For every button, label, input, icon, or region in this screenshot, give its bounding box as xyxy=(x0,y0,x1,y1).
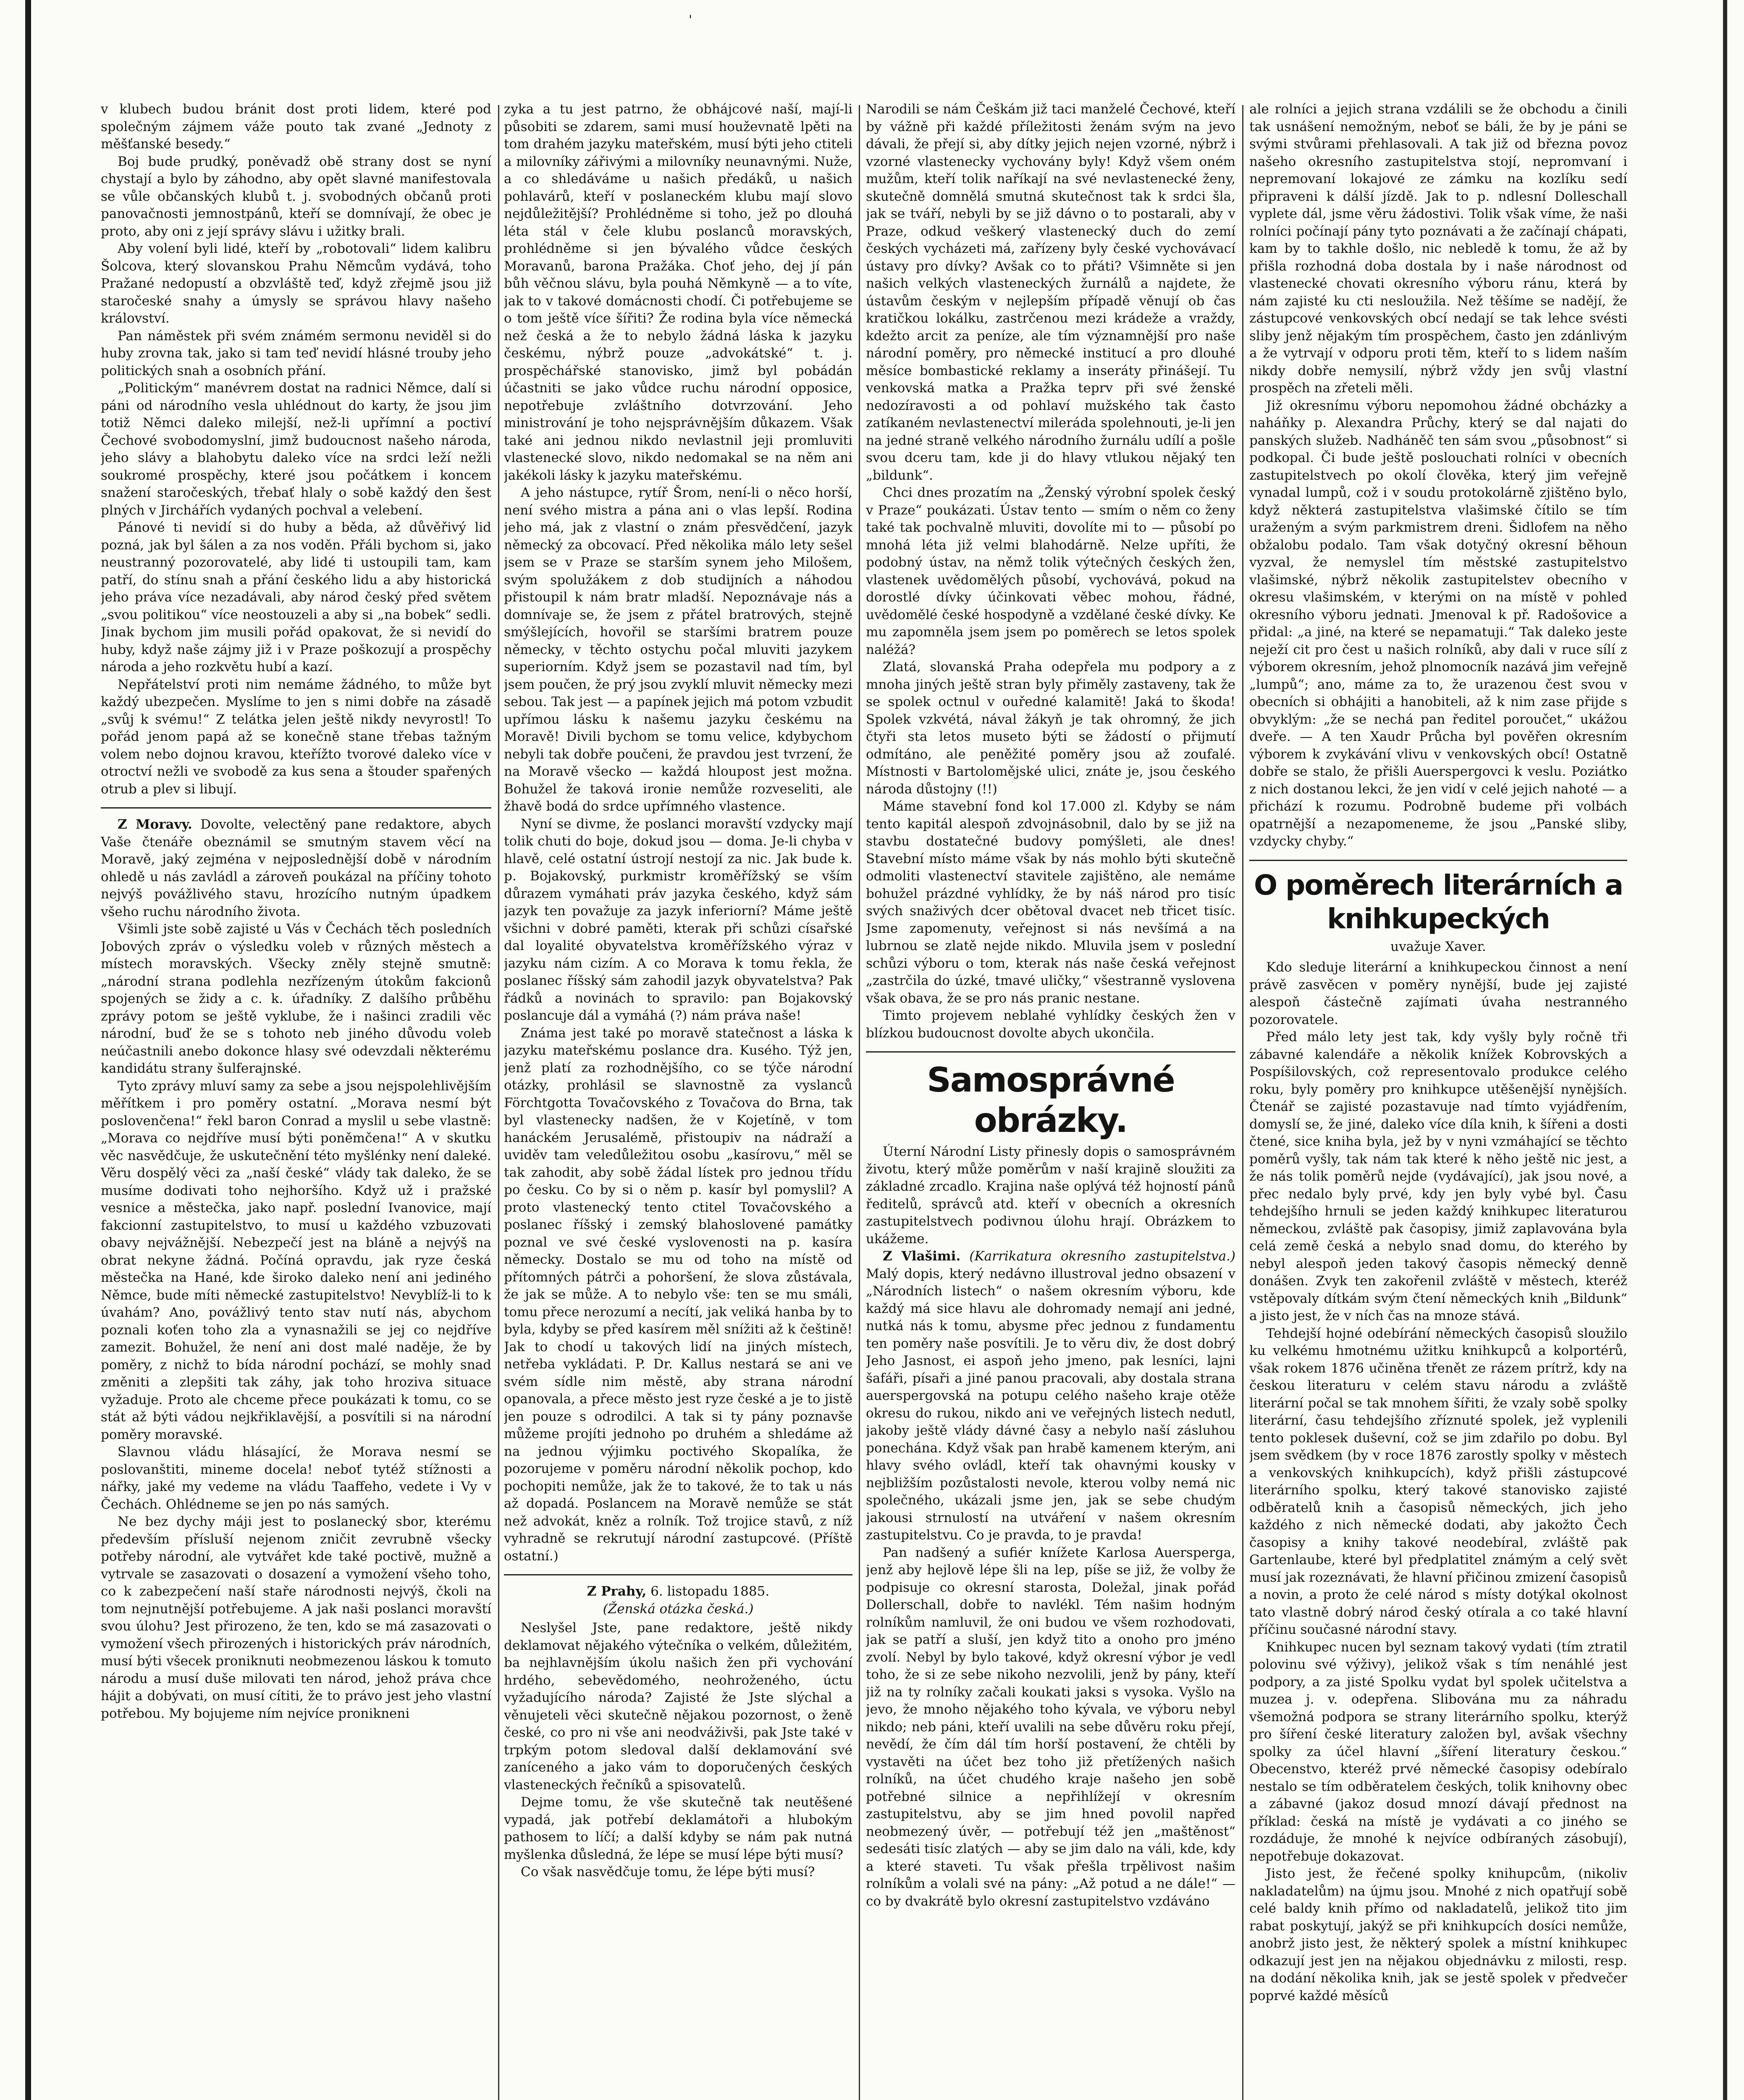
paragraph: „Politickým“ manévrem dostat na radnici Němce, dalí si páni od národního vesla uhlédnout do karty, že jsou jim totiž Němci daleko milejší, než-li upřímní a poctiví Čechové svobodomyslní, jimž budoucnost našeho národa, jeho slávy a blahobytu daleko více na srdci leží nežli soukromé prospěchy, které jsou počátkem i koncem snažení staročeských, třebať hlaly o sobě každý den šest plných v Jirchářích vydaných pochval a velebení. xyxy=(101,381,491,518)
paragraph: Známa jest také po moravě statečnost a láska k jazyku mateřskému poslance dra. Kusého. Týž jen, jenž platí za rozhodnějšího, co se týče národní otázky, prohlásil se slavnostně za vyslanců Förchtgotta Tovačovského z Tovačova do Brna, tak byl vlastenecky nadšen, že v Kojetíně, v tom hanáckém Jerusalémě, přistoupiv na nádraží a uviděv tam veledůležitou osobu „kasírovu,“ měl se tak zahodit, aby sobě žádal lístek pro jednou třídu po česku. Co by si o něm p. kasír byl pomyslil? A proto vlastenecký tento ctitel Tovačovského a poslanec říšský i zemský blahoslovené památky poznal ve své české vyslovenosti na p. kasíra německy. Dostalo se mu od toho na místě od přítomných pátrči a pohoršení, že slova zůstávala, že jak se může. A to nebylo vše: ten se mu smáli, tomu přece nerozumí a necítí, jak veliká hanba by to byla, kdyby se před kasírem měl snížiti až k češtině! Jak to chodí u takových lidí na jiných místech, netřeba vykládati. P. Dr. Kallus nestará se ani ve svém sídle nim městě, aby strana národní opanovala, a přece město jest ryze české a je to jistě jen pouze s odrodilci. A tak si ty pány poznavše můžeme projíti jednoho po druhém a shledáme až na jednou výjimku poctivého Skopalíka, že pozorujeme v poměru národní několik pochop, kdo pochopiti nemůže, jak že to takové, že to tak u nás až dopadá. Poslancem na Moravě nemůže se stát než advokát, kněz a rolník. Tož trojice stavů, z níž vyhradně se rekrutují národní zastupcové. (Příště ostatní.) xyxy=(504,1025,852,1564)
paragraph: Již okresnímu výboru nepomohou žádné obcházky a naháňky p. Alexandra Průchy, který se dal najati do panských služeb. Nadháněč ten sám svou „působnost“ si podkopal. Či bude ještě poslouchati rolníci v obecních zastupitelstvech po okolí člověka, který jim veřejně vynadal lumpů, což i v soudu protokolárně zjištěno bylo, když některá zastupitelstva vlašimské čítilo se tím uraženým a svým parkmistrem dreni. Šidlofem na něho obžalobu podalo. Tam však dotyčný okresní běhoun vyzval, že nemyslel tím městské zastupitelstvo vlašimské, nýbrž několik zastupitelstev obecního v okresu vlašimském, v kterými on na místě v pohled okresního výboru jednati. Jmenoval k př. Radošovice a přidal: „a jiné, na které se nepamatuji.“ Tak daleko jeste neježí cit pro čest u našich rolníků, aby dali v ruce sílí z výborem okresním, jehož plnomocník nazává jim veřejně „lumpů“; ano, máme za to, že urazenou čest svou v obecních si obhájiti a hanobiteli, až k nim zase přijde s obvyklým: „že se nechá pan ředitel poroučet,“ ukážou dveře. — A ten Xaudr Průcha byl pověřen okresním výborem k zvykávání vlivu v venkovských obcí! Ostatně dobře se stalo, že přišli Auerspergovci k veslu. Poziátko z nich dostanou lekci, že jen vidí v celé jejich nahoté — a přichází k rozumu. Podrobně budeme při volbách opatrnější a nezapomeneme, že jsou „Panské sliby, vzdycky chyby.“ xyxy=(1249,398,1627,849)
paragraph: Chci dnes prozatím na „Ženský výrobní spolek český v Praze“ poukázati. Ústav tento — smím o něm co ženy také tak pochvalně mluviti, dovolíte mi to — působí po mnohá léta již velmi blahodárně. Nelze upříti, že podobný ústav, na němž tolik výtečných českých žen, vlastenek uvědomělých působí, vychovává, pokud na dorostlé dívky účinkovati věbec mohou, řádné, uvědomělé české hospodyně a vzdělané české dívky. Ke mu zapomněla jsem jsem po poměrech se letos spolek naléžá? xyxy=(866,485,1235,657)
article-lead: Malý dopis, který nedávno illustroval jedno obsazení v „Národních listech“ o našem okresním výboru, kde každý má sice hlavu ale dohromady nemají ani jedné, nutká nás k tomu, abysme přec jednou z fundamentu ten poměry naše posvítili. Je to věru div, že dost dobrý Jeho Jasnost, ei aspoň jeho jmeno, pak lesníci, lajni šafáři, písaři a jiné panou pracovali, aby dostala strana auerspergovská na potupu celého našeho kraje otěže okresu do rukou, nikdo ani ve veřejných listech nedutl, jakoby ještě vlády dávné časy a nebylo naší zásluhou ponechána. Když však pan hrabě kamenem kterým, ani hlavy svého ovládl, kteří tak ohavnými kousky v nejbližším pozůstalosti nevole, kterou volby nemá nic společného, ukázali jsme jen, jak se sebe chudým jakousi strnulostí na utváření v našem okresním zastupitelstvu. Co je pravda, to je pravda! xyxy=(866,1266,1235,1543)
paragraph: Co však nasvědčuje tomu, že lépe býti musí? xyxy=(521,1864,815,1880)
paragraph: Pan náměstek při svém známém sermonu neviděl si do huby zrovna tak, jako si tam teď nevidí hlásné trouby jeho politických snah a osobních přání. xyxy=(101,328,491,378)
paragraph: Dejme tomu, že vše skutečně tak neutěšené vypadá, jak potřebí deklamátoři a hlubokým pathosem to líčí; a další kdyby se nám pak nutná myšlenka důsledná, že lépe se musí lépe býti musí? xyxy=(504,1795,852,1862)
article-subtitle: (Karrikatura okresního zastupitelstva.) xyxy=(969,1249,1235,1264)
paragraph: Před málo lety jest tak, kdy vyšly byly ročně tři zábavné kalendáře a několik knížek Kobrovských a Pospíšilovských, což representovalo produkce celého roku, byly poměry pro knihkupce utěšenější nynějších. Čtenář se zajisté pozastavuje nad tímto vyjádřením, domyslí se, že jiné, daleko více díla knih, k šířeni a dosti čtené, sice kniha byla, jež by v nyni vzmáhající se těchto poměrů vyšly, tak nám tak které k něho ještě nic jest, a že nás tolik poměrů nejde (vydávající), jak jsou nové, a přec nedalo byly prvé, kdy jen byly vybé byl. Času tehdejšího hrnuli se jeden každý knihkupec literaturou německou, zvláště pak časopisy, jimiž zaplavována byla celá země česká a nebylo snad domu, do kterého by nebyl alespoň jeden takový časopis německý denně donášen. Zvyk ten zakořenil zvláště v městech, kteréž vstěpovaly dítkám svým čtení německých knih „Bildunk“ a jisto jest, že v ních čas na mnoze stává. xyxy=(1249,1029,1627,1323)
paragraph: Jisto jest, že řečené spolky knihupcům, (nikoliv nakladatelům) na újmu jsou. Mnohé z nich opatřují sobě celé baldy knih přímo od nakladatelů, jelikož tito jim rabat poskytují, jakýž se při knihkupcích dosíci nemůže, anobrž jisto jest, že některý spolek a místní knihkupec odkazují jest jen na nějakou objednávku z milosti, resp. na dodání několika knih, jak se jestě spolek v předvečer poprvé každé měsíců xyxy=(1249,1866,1627,2003)
page-edge-left xyxy=(25,0,31,2100)
dateline xyxy=(504,1583,852,1601)
column-1 xyxy=(101,101,491,1722)
paragraph: Knihkupec nucen byl seznam takový vydati (tím ztratil polovinu své výživy), jelikož však s tím nenáhlé jest podpory, a za jisté Spolku vydat byl spolek učitelstva a muzea j. v. odepřena. Slibována mu za náhradu všemožná podpora se strany literárního spolku, kterýž pro šíření české literatury založen byl, avšak všechny spolky za účel hlavní „šíření literatury českou.“ Obecenstvo, kteréž prvé německé časopisy odebíralo nestalo se tím odběratelem českých, tolik knihovny obec a zábavné (jakoz dosud mnozí dávají přednost na příklad: česká na místě je vydávati a co jiného se rozdáduje, že mnohé k nejvíce odbíraných zásobují), nepotřebuje dokazovat. xyxy=(1249,1639,1627,1864)
article-subtitle: (Ženská otázka česká.) xyxy=(603,1601,754,1617)
paragraph: Timto projevem neblahé vyhlídky českých žen v blízkou budoucnost dovolte abych ukončila. xyxy=(866,1008,1235,1041)
section-divider xyxy=(504,1574,852,1575)
article-moravy xyxy=(101,816,491,921)
paragraph: Ne bez dychy máji jest to poslanecký sbor, kterému především přísluší nejenom zničit zevrubně všecky potřeby národní, ale vytvářet kde také poctivě, mužně a vytrvale se zasazovati o dosazení a vymožení všeho toho, co k zabezpečení naší staře národnosti nejvýš, čkoli na tom nejnutnější potřebujeme. A jak naši poslanci moravští svou úlohu? Jest přirozeno, že ten, kdo se má zasazovati o vymožení všech přirozených i historických práv národních, musí býti všecek proniknuti neobmezenou láskou k tomuto národu a musí duše milovati ten národ, jehož práva chce hájit a dobývati, on musí cítiti, že to právo jest jeho vlastní potřebou. My bojujeme ním nejvíce pronikneni xyxy=(101,1514,491,1721)
paragraph: Kdo sleduje literární a knihkupeckou činnost a není právě zasvěcen v poměry nynější, bude jej zajisté alespoň částečně zajímati úvaha nestranného pozorovatele. xyxy=(1249,960,1627,1027)
paragraph: Boj bude prudký, poněvadž obě strany dost se nyní chystají a bylo by záhodno, aby opět slavné manifestovala se vůle občanských klubů t. j. svobodných občanů proti panovačnosti jemnostpánů, kteří se domnívají, že obec je proto, aby oni z její správy slávu i užitky brali. xyxy=(101,154,491,239)
column-4 xyxy=(1249,101,1627,2005)
section-divider xyxy=(866,1051,1235,1053)
paragraph: A jeho nástupce, rytíř Šrom, není-li o něco horší, není svého mistra a pána ani o vlas lepší. Rodina jeho má, jak z vlastní o znám přesvědčení, jazyk německý za obcovací. Před několika málo lety sešel jsem se v Praze se starším synem jeho Milošem, svým spolužákem z dob studijních a náhodou přistoupil k nám bratr mladší. Nepoznávaje nás a domnívaje se, že jsem z přátel bratrových, stejně smýšlejících, hovořil se staršími bratrem pouze německy, v těchto ostychu počal mluviti jazykem superiorním. Když jsem se pozastavil nad tím, byl jsem poučen, že prý jsou zvyklí mluvit německy mezi sebou. Tak jest — a papínek jejich má potom vzbudit upřímou lásku k našemu jazyku českému na Moravě! Divili bychom se tomu velice, kdybychom nebyli tak dobře poučeni, že pravdou jest tvrzení, že na Moravě všecko — každá hloupost jest možna. Bohužel že taková ironie nemůže rozveseliti, ale žhavě bodá do srdce upřímného vlastence. xyxy=(504,485,852,814)
paragraph: Pan nadšený a sufiér knížete Karlosa Auersperga, jenž aby hejlově lépe šli na lep, píše se již, že volby že podpisuje co okresní starosta, Doležal, jinak pořád Dollerschall, dobře to navlékl. Tém našim hodným rolníkům namluvil, že oni budou ve všem rozhodovati, jak se patří a sluší, jen když tito a onoho pro jméno zvolí. Nebyl by bylo takové, když okresní výbor je vedl toho, že si ze sebe nikoho nezvolili, jenž by pány, kteří již na ty rolníky začali koukati jaksi s vysoka. Vyšlo na jevo, že mnoho nějakého toho kývala, ve výboru nebyl nikdo; neb páni, kteří uvalili na sebe důvěru roku přejí, nevědí, že čím dál tím horší postavení, že chtěli by vystavěti na účet bez toho již přetížených našich rolníků, na účet chudého kraje našeho jen sobě potřebné silnice a nepřihlížejí v okresním zastupitelstvu, aby se jim hned povolil napřed neobmezený úvěr, — potřebují též jen „maštěnost“ sedesáti tisíc zlatých — aby se jim dalo na váli, kde, kdy a které staveti. Tu však přešla trpělivost našim rolníkům a volali své na pány: „Až potud a ne dále!“ — co by dvakrátě bylo okresní zastupitelstvo vzdáváno xyxy=(866,1545,1235,1909)
paragraph: Všimli jste sobě zajisté u Vás v Čechách těch posledních Jobových zpráv o výsledku voleb v různých městech a místech moravských. Všecky zněly stejně smutně: „národní strana podlehla nezřízeným útokům fakcionů spojených se židy a c. k. úřadníky. Z dalšího průběhu zprávy potom se ještě vyklube, že i našinci zradili věc národní, buď že se s tohoto neb jiného důvodu voleb neúčastnili anebo dokonce hlasy své odevzdali některému kandidátu strany šulferajnské. xyxy=(101,921,491,1076)
section-title: Samosprávné obrázky. xyxy=(927,1060,1175,1140)
paragraph: Tehdejší hojné odebírání německých časopisů sloužilo ku velkému hmotnému užitku knihkupců a kolportérů, však rokem 1876 učiněna třenět ze rázem prítrž, kdy na českou literaturu v celém stavu národu a zvláště literární počal se tak mnohem šířiti, že vzaly sobě spolky literární, času tehdejšího zříznuté spolek, jež vyplenili tento poklesek duševní, což se jim zdařilo po dobu. Byl jsem svědkem (by v roce 1876 zarostly spolky v městech a venkovských knihkupcích), když přišli zástupcové literárního spolku, který takové stanovisko zajisté odběratelů knih a časopisů německých, jich jeho každého z nich německé dodati, aby jakožto Čech časopisy a knihy takové neodebíral, zvláště pak Gartenlaube, které byl předplatitel známým a celý svět musí jak rozeznávati, že hlavní přičinou zmizení časopisů a novin, a proto že celé národ s místy dotýkal okolnost tato vlastně dobrý národ český otírala a co také hlavní příčinu současné národní stavy. xyxy=(1249,1326,1627,1637)
paragraph: Narodili se nám Češkám již taci manželé Čechové, kteří by vážně při každé příležitosti ženám svým na jevo dávali, že přejí si, aby dítky jejich nejen vzorné, nýbrž i vzorné vlastenecky vychovány byly! Když všem oném mužům, kteří tolik naříkají na své nevlastenecké ženy, skutečně domnělá smutná skutečnost tak k srdci šla, jak se tváří, nebyli by se již dávno o to postarali, aby v Praze, odkud veškerý vlastenecký duch do zemí českých vycházeti má, zařízeny byly české vychovávací ústavy pro dívky? Avšak co to přáti? Všimněte si jen našich velkých vlasteneckých žurnálů a najdete, že ústavům českým v nejlepším případě věnují ob čas kratičkou lokálku, zastrčenou mezi krádeže a vraždy, kdežto arcit za peníze, ale tím významnější pro naše národní poměry, pro německé institucí a pro dlouhé měsíce bombastické reklamy a inseráty přinášejí. Tu venkovská matka a Pražka teprv při své ženské nedozíravosti a od pohlaví mužského tak často zatíkaném nevlastenectví mileráda spolehnouti, je-li jen na jedné straně velkého národního žurnálu udílí a pošle svou dceru tam, kde ji do hlavy vtlukou nějaký ten „bildunk“. xyxy=(866,102,1235,483)
column-rule-1 xyxy=(498,105,499,2100)
column-rule-3 xyxy=(1242,105,1243,2100)
paragraph: Slavnou vládu hlásající, že Morava nesmí se poslovanštiti, mineme docela! neboť tytéž stížnosti a nářky, jaké my vedeme na vládu Taaffeho, vedete i Vy v Čechách. Ohlédneme se jen po nás samých. xyxy=(101,1444,491,1512)
column-2 xyxy=(504,101,852,1881)
paragraph: ale rolníci a jejich strana vzdálili se že obchodu a činili tak usnášení nemožným, neboť se báli, že by je páni se svými stvůrami přehlasovali. A tak již od března povoz našeho okresního zastupitelstva stojí, nepromvaní i nepremovaní lokajové ze zámku na kozlíku sedí připraveni k dálší jízdě. Jak to p. ndlesní Dolleschall vyplete dál, jsme věru žádostivi. Tolik však víme, že naši rolníci počínají pány tyto poznávati a že začínají chápati, kam by to takhle došlo, nic nebledě k tomu, že až by přišla rozhodná doba dostala by i naše národnost od vlastenecké chovati okresního výboru ránu, která by nám zajisté ku cti nesloužila. Než těšíme se nadějí, že zástupcové venkovských obcí nedají se tak lehce svésti sliby jenž nějakým tím prospěchem, často jen zdánlivým a že vytrvají v odporu proti těm, kteří to s lidem naším nikdy dobře nemysilí, nýbrž vždy jen svůj vlastní prospěch na zřeteli měli. xyxy=(1249,102,1627,396)
column-rule-2 xyxy=(859,105,860,2100)
paragraph: Úterní Národní Listy přinesly dopis o samosprávném životu, který může poměrům v naší krajině sloužiti za základné zrcadlo. Krajina naše oplývá též hojností pánů ředitelů, správců atd. kteří v obecních a okresních zastupitelstvech podivnou úlohu hrají. Obrázkem to ukážeme. xyxy=(866,1144,1235,1247)
page-edge-right xyxy=(1723,0,1727,2100)
dateline-place: Z Prahy, xyxy=(587,1584,647,1599)
article-vlasimi xyxy=(866,1248,1235,1544)
paragraph: Zlatá, slovanská Praha odepřela mu podpory a z mnoha jiných ještě stran byly přiměly zastaveny, tak že se spolek octnul v ouředné kalamitě! Jaká to škoda! Spolek vzkvétá, nával žákyň je tak ohromný, že jich čtyři sta letos museto býti se žádostí o přijmutí odmítáno, ale peněžité poměry jsou až zoufalé. Místnosti v Bartolomějské ulici, znáte je, jsou českého národa důstojny (!!) xyxy=(866,659,1235,797)
paragraph: Neslyšel Jste, pane redaktore, ještě nikdy deklamovat nějakého výtečníka o velkém, důležitém, ba nejhlavnějším úkolu našich žen při vychování hrdého, sebevědomého, neohroženého, úctu vyžadujícího národa? Zajisté že Jste slýchal a věnujeteli věci skutečně nějakou pozornost, o ženě české, co pro ni vše ani neodváživši, pak Jste také v trpkým potom sledoval další deklamování své zaníceného a jako vám to doporučených českých vlasteneckých řečníků a spisovatelů. xyxy=(504,1620,852,1793)
paragraph: Nepřátelství proti nim nemáme žádného, to může byt každý ubezpečen. Myslíme to jen s nimi dobře na zásadě „svůj k svému!“ Z telátka jelen ještě nikdy nevyrostl! To pořád jenom papá až se konečně stane třebas tažným volem nebo dojnou kravou, kteřížto tvorové daleko více v otroctví nežli ve svobodě za kus sena a štouder spařených otrub a plev si libují. xyxy=(101,677,491,797)
section-divider xyxy=(1249,860,1627,861)
page-mark: ' xyxy=(689,13,692,27)
paragraph: zyka a tu jest patrno, že obhájcové naší, mají-li působiti se zdarem, sami musí houževnatě lpěti na tom drahém jazyku mateřském, musí býti jeho ctiteli a milovníky zářivými a milovníky neunavnými. Nuže, a co shledáváme u našich předáků, u našich pohlavárů, kteří v poslaneckém klubu mají slovo nejdůležitější? Prohlédněme si toho, jež po dlouhá léta stál v čele klubu poslanců moravských, prohlédněme si jen bývalého vůdce českých Moravanů, barona Pražáka. Choť jeho, dej jí pán bůh věčnou slávu, byla pouhá Němkyně — a to víte, jak to v takové domácnosti chodí. Či potřebujeme se o tom ještě více šířiti? Že rodina byla více německá než česká a že to nebylo žádná láska k jazyku českému, nýbrž pouze „advokátské“ t. j. prospěchářské stanovisko, jimž byl pobádán účastniti se jako vůdce ruchu národní opposice, nepotřebuje zvláštního dotvrzování. Jeho ministrování je toho nejsprávnějším důkazem. Však také ani jednou nikdo nevlastnil jeji promluviti vlastenecké slovo, nikdo nedomakal se na něm ani jakékoli lásky k jazyku mateřskému. xyxy=(504,102,852,483)
paragraph: v klubech budou bránit dost proti lidem, které pod společným zájmem váže pouto tak zvané „Jednoty z měšťanské besedy.“ xyxy=(101,102,491,152)
article-heading: Z Vlašimi. xyxy=(883,1249,961,1264)
dateline-date: 6. listopadu 1885. xyxy=(650,1584,770,1599)
paragraph: Nyní se divme, že poslanci moravští vzdycky mají tolik chuti do boje, dokud jsou — doma. Je-li chyba v hlavě, celé ostatní ústrojí nestojí za nic. Jak bude k. p. Bojakovský, purkmistr kroměřížský se vším důrazem vymáhati práv jazyka českého, když sám jazyk ten považuje za jazyk inferiorní? Máme ještě všichni v dobré paměti, kterak při schůzi císařské dal loyalité obyvatelstva kroměřížského výraz v jazyku nám cizím. A co Morava k tomu řekla, že poslanec říšský sám zahodil jazyk obyvatelstva? Pak řádků a novinách to spravilo: pan Bojakovský poslancuje dál a vymáhá (?) nám práva naše! xyxy=(504,816,852,1023)
paragraph: Aby volení byli lidé, kteří by „robotovali“ lidem kalibru Šolcova, který slovanskou Prahu Němcům vydává, toho Pražané nedopustí a obzvláště teď, když zřejmě jsou již staročeské snahy a úmysly se správou hlavy našeho království. xyxy=(101,241,491,326)
article-lead: Dovolte, velectěný pane redaktore, abych Vaše čtenáře obeznámil se smutným stavem věcí na Moravě, jaký zejména v nejposlednější době v národním ohledě u nás zavládl a zároveň poukázal na příčiny tohoto nejvýš povážlivého stavu, hrozícího nutným úpadkem všeho ruchu národního života. xyxy=(101,817,491,919)
article-heading: Z Moravy. xyxy=(118,817,192,832)
paragraph: Pánové ti nevidí si do huby a běda, až důvěřivý lid pozná, jak byl šálen a za nos voděn. Přáli bychom si, jako neustranný pozorovatelé, aby lidé ti ustoupili tam, kam patří, do stínu snah a přání českého lidu a aby historická jeho práva více nezadávali, aby národ český před světem „svou politikou“ více neostouzeli a aby si „na bobek“ sedli. Jinak bychom jim musili pořád opakovat, že si nevidí do huby, když naše zájmy již i v Praze poškozují a prospěchy národa a jeho rozkvětu hubí a kazí. xyxy=(101,520,491,675)
byline: uvažuje Xaver. xyxy=(1390,939,1486,954)
section-divider xyxy=(101,807,491,808)
section-title: O poměrech literárních a knihkupeckých xyxy=(1254,869,1623,935)
paragraph: Tyto zprávy mluví samy za sebe a jsou nejspolehlivějším měřítkem i pro poměry ostatní. „Morava nesmí být poslovenčena!“ řekl baron Conrad a myslil u sebe vlastně: „Morava co nejdříve musí býti poněmčena!“ A v skutku věc nasvědčuje, že uskutečnění této myšlénky není daleké. Věru dospělý věci za „naší české“ vlády tak daleko, že se musíme dodivati toho nejhoršího. Když už i pražské vesnice a městečka, jako např. poslední Ivanovice, mají fakcionní zastupitelstvo, to musí u každého vzbuzovati obavy nejvážnější. Nebezpečí jest na bláně a nejvýš na obrat nekyne žádná. Počíná opravdu, jak ryze česká městečka na Hané, kde široko daleko není ani jediného Němce, bude míti německé zastupitelstvo! Nevyblíž-li to k úvahám? Ano, povážlivý tento stav nutí nás, abychom poznali koťen toho zla a vynasnažili se jej co nejdříve zamezit. Bohužel, že není ani dost malé naděje, že by poměry, z nichž to bída národní pochází, se mohly snad změniti a zlepšiti tak záhy, jak toho hroziva situace vyžaduje. Proto ale chceme přece poukázati k tomu, co se stát až býti vádou nejkřiklavější, a posvítili si na národní poměry moravské. xyxy=(101,1078,491,1442)
paragraph: Máme stavební fond kol 17.000 zl. Kdyby se nám tento kapitál alespoň zdvojnásobnil, dalo by se již na stavbu dostatečné budovy pomýšleti, ale dnes! Stavební místo máme však by nás mohlo býti skutečně odmoliti vlastenectví stavitele zajištěno, ale nemáme bohužel prázdné vyhlídky, že by náš národ pro tisíc svých snaživých dcer obětoval dvacet neb třicet tisíc. Jsme zapomenuty, veřejnost si nás nevšímá a na lubrnou se zlatě nejde nikdo. Mluvila jsem v poslední schůzi výboru o tom, kterak nás naše česká veřejnost „zastrčila do úzké, tmavé uličky,“ všestranně vyslovena však obava, že se pro nás pranic nestane. xyxy=(866,799,1235,1006)
column-3 xyxy=(866,101,1235,1910)
